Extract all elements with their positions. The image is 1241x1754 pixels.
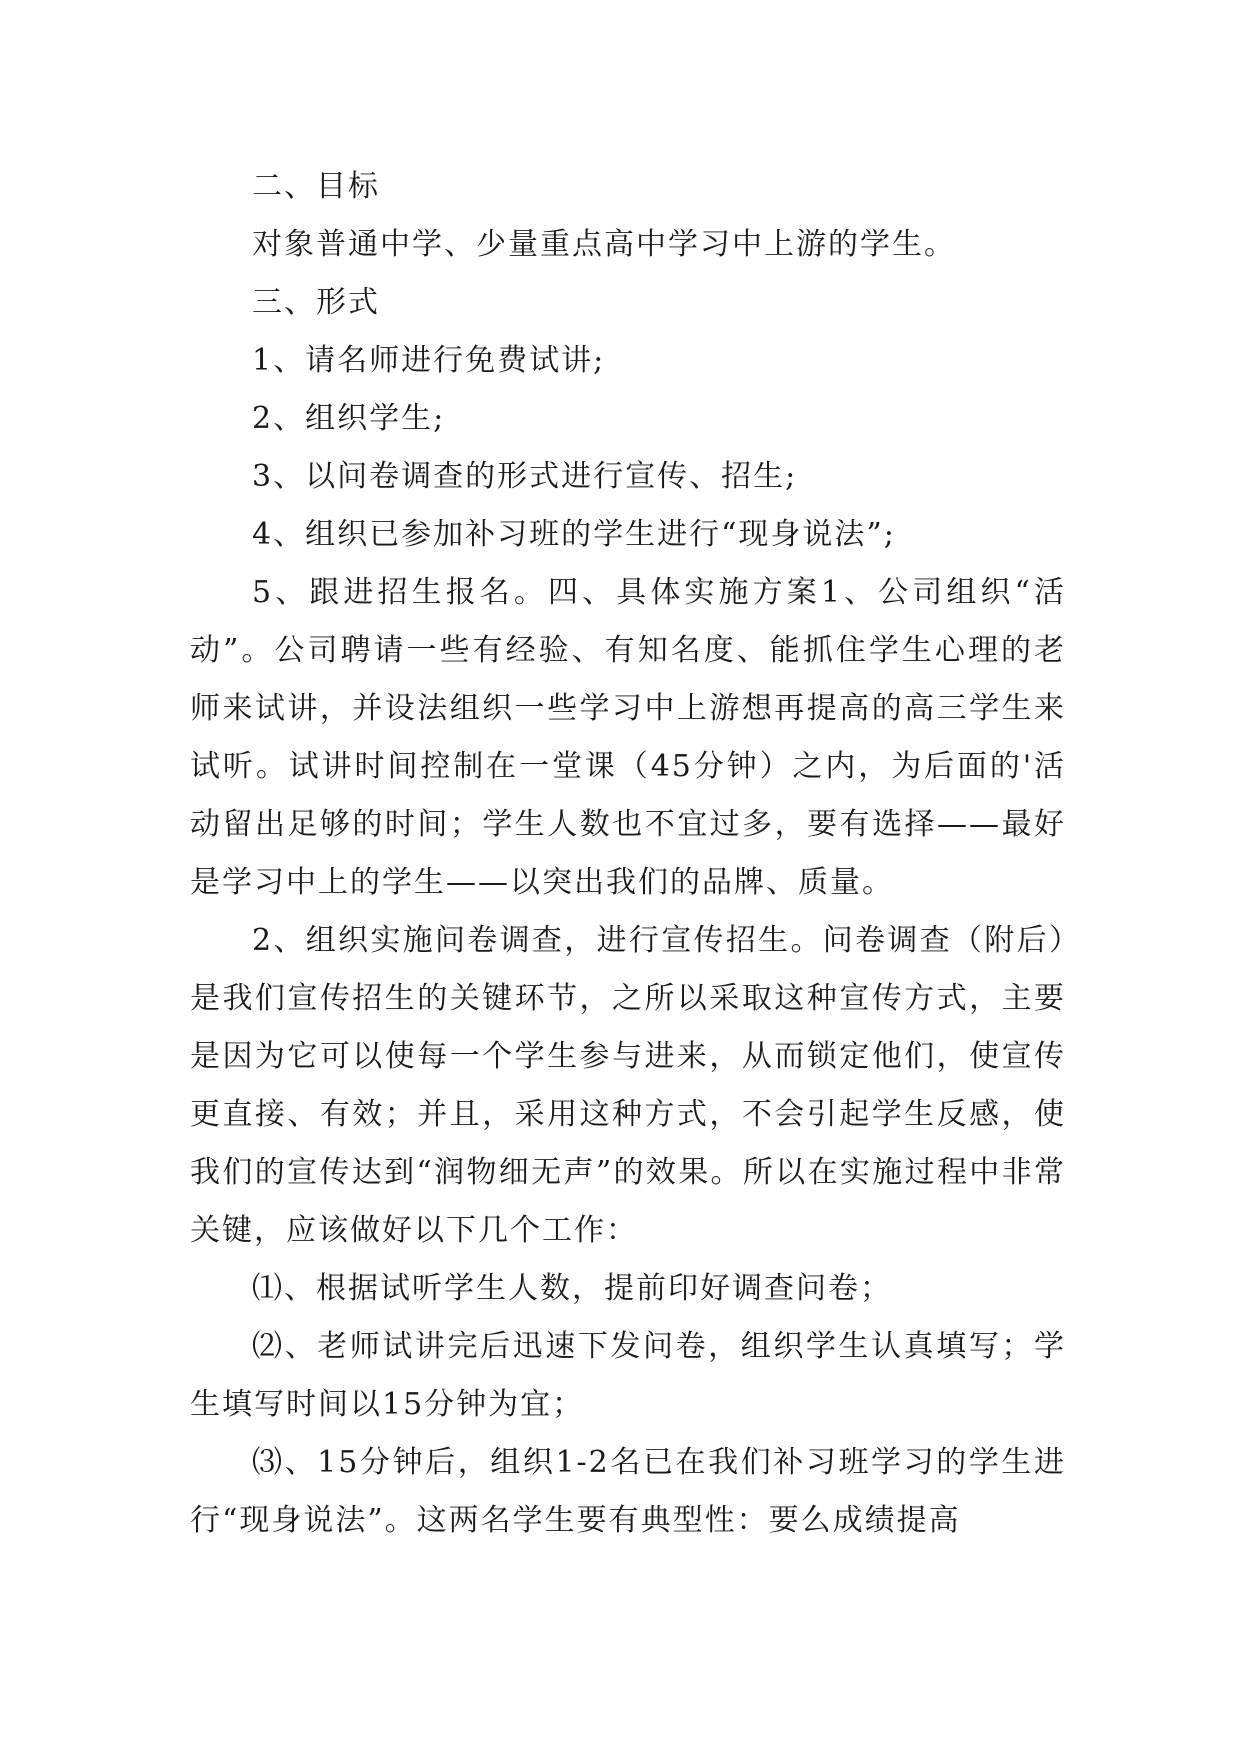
paragraph: 2、组织实施问卷调查，进行宣传招生。问卷调查（附后）是我们宣传招生的关键环节，之所以采取这种宣传方式，主要是因为它可以使每一个学生参与进来，从而锁定他们，使宣传更直接、有效；并且，采用这种方式，不会引起学生反感，使我们的宣传达到“润物细无声”的效果。所以在实施过程中非常关键，应该做好以下几个工作：	[190, 923, 1066, 1248]
section-heading-format: 三、形式	[252, 285, 380, 320]
list-item: 2、组织学生;	[252, 401, 446, 436]
list-item: 3、以问卷调查的形式进行宣传、招生;	[252, 459, 798, 494]
list-item: ⑴、根据试听学生人数，提前印好调查问卷；	[252, 1271, 892, 1306]
list-item: 1、请名师进行免费试讲;	[252, 343, 606, 378]
paragraph: 5、跟进招生报名。四、具体实施方案1、公司组织“活动”。公司聘请一些有经验、有知名度、能抓住学生心理的老师来试讲，并设法组织一些学习中上游想再提高的高三学生来试听。试讲时间控制在一堂课（45分钟）之内，为后面的'活动留出足够的时间；学生人数也不宜过多，要有选择——最好是学习中上的学生——以突出我们的品牌、质量。	[190, 575, 1066, 900]
section-heading-goal: 二、目标	[252, 169, 380, 204]
document-body	[190, 158, 1066, 1550]
paragraph: 对象普通中学、少量重点高中学习中上游的学生。	[252, 227, 956, 262]
list-item: ⑶、15分钟后，组织1-2名已在我们补习班学习的学生进行“现身说法”。这两名学生要有典型性：要么成绩提高	[190, 1445, 1066, 1538]
list-item: 4、组织已参加补习班的学生进行“现身说法”;	[252, 517, 896, 552]
list-item: ⑵、老师试讲完后迅速下发问卷，组织学生认真填写；学生填写时间以15分钟为宜；	[190, 1329, 1066, 1422]
